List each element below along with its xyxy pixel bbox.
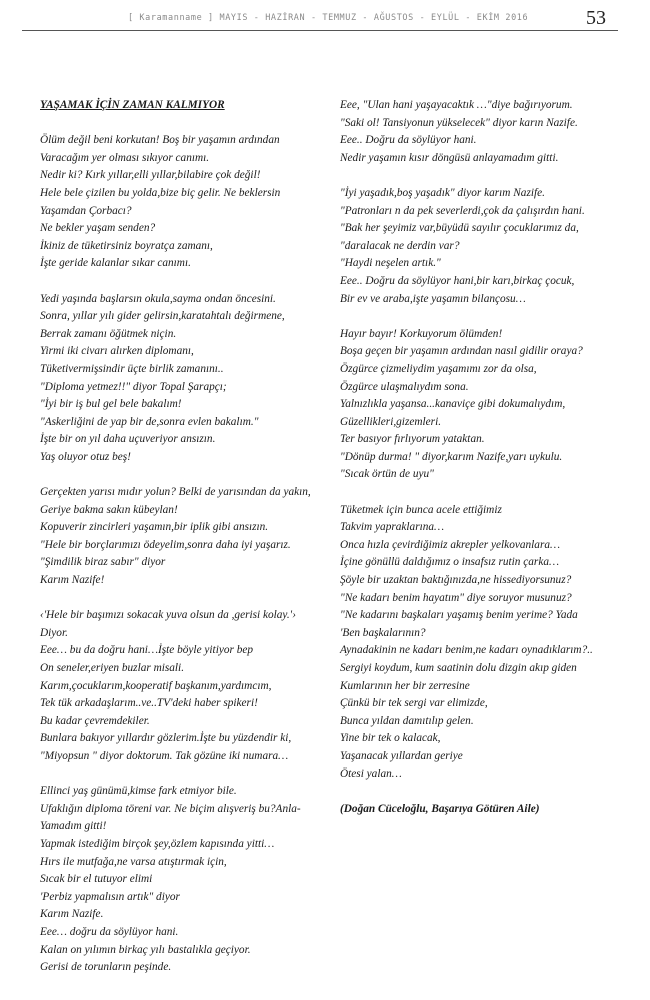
poem-line: Berrak zamanı öğütmek niçin. [40, 327, 177, 340]
poem-line: Geriye bakma sakın kübeylan! [40, 503, 178, 516]
poem-line: "Ne kadarını başkaları yaşamış benim yerime? Yada [340, 609, 578, 622]
poem-line: Güzellikleri,gizemleri. [340, 415, 442, 428]
poem-line: Ellinci yaş günümü,kimse fark etmiyor bile. [40, 785, 237, 798]
poem-line: Yamadım gitti! [40, 820, 107, 833]
poem-line: Eee… bu da doğru hani…İşte böyle yitiyor bep [40, 644, 254, 657]
poem-line: "Dönüp durma! " diyor,karım Nazife,yarı uykulu. [340, 450, 563, 463]
poem-line: "Askerliğini de yap bir de,sonra evlen bakalım." [40, 415, 259, 428]
poem-line: Gerisi de torunların peşinde. [40, 961, 172, 974]
poem-line: Yaşanacak yıllardan geriye [340, 749, 463, 762]
poem-line: Eee.. Doğru da söylüyor hani,bir karı,birkaç çocuk, [340, 274, 575, 287]
poem-line: "Patronları n da pek severlerdi,çok da çalışırdın hani. [340, 204, 585, 217]
stanza-break [40, 766, 320, 784]
poem-line: "Diploma yetmez!!" diyor Topal Şarapçı; [40, 380, 227, 393]
poem-line: Özgürce ulaşmalıydım sona. [340, 380, 469, 393]
right-column [340, 97, 630, 818]
poem-line: ‹'Hele bir başımızı sokacak yuva olsun da ,gerisi kolay.'› [40, 609, 296, 622]
poem-line: Şöyle bir uzaktan baktığınızda,ne hissediyorsunuz? [340, 574, 572, 587]
poem-line: Eee… doğru da söylüyor hani. [40, 925, 179, 938]
poem-line: Diyor. [40, 626, 68, 639]
poem-line: "İyi bir iş bul gel bele bakalım! [40, 398, 182, 411]
poem-line: 'Ben başkalarının? [340, 626, 426, 639]
poem-line: "daralacak ne derdin var? [340, 239, 460, 252]
running-header [0, 0, 650, 30]
poem-line: Yaşamdan Çorbacı? [40, 204, 132, 217]
poem-line: Takvim yapraklarına… [340, 521, 445, 534]
poem-line: Bir ev ve araba,işte yaşamın bilançosu… [340, 292, 526, 305]
poem-line: Aynadakinin ne kadarı benim,ne kadarı oynadıklarım?.. [340, 644, 593, 657]
poem-line: On seneler,eriyen buzlar misali. [40, 662, 185, 674]
poem-line: "Miyopsun " diyor doktorum. Tak gözüne iki numara… [40, 749, 289, 762]
poem-line: Yedi yaşında başlarsın okula,sayma ondan öncesini. [40, 292, 276, 305]
stanza-break [340, 484, 630, 502]
poem-line: Sonra, yıllar yılı gider gelirsin,karatahtalı değirmene, [40, 310, 285, 323]
poem-line: Yine bir tek o kalacak, [340, 732, 441, 745]
poem-line: Kumlarının her bir zerresine [340, 679, 470, 692]
poem-line: "Bak her şeyimiz var,büyüdü sayılır çocuklarımız da, [340, 222, 579, 235]
poem-line: Gerçekten yarısı mıdır yolun? Belki de yarısından da yakın, [40, 486, 311, 499]
poem-line: Karım Nazife! [40, 574, 105, 587]
poem-line: Onca hızla çevirdiğimiz akrepler yelkovanlara… [340, 538, 561, 551]
poem-line: Yaş oluyor otuz beş! [40, 450, 131, 463]
poem-line: "İyi yaşadık,boş yaşadık" diyor karım Nazife. [340, 186, 545, 199]
stanza-break [40, 466, 320, 484]
poem-line: Kopuverir zincirleri yaşamın,bir iplik gibi ansızın. [40, 521, 269, 534]
poem-line: Tüketmek için bunca acele ettiğimiz [340, 503, 502, 516]
poem-line: Bunlara bakıyor yıllardır gözlerim.İşte bu yüzdendir ki, [40, 732, 292, 745]
poem-line: Özgürce çizmeliydim yaşamımı zor da olsa, [340, 362, 537, 375]
page-number: 53 [586, 7, 606, 29]
poem-line: Yirmi iki civarı alırken diplomanı, [40, 345, 194, 358]
poem-line: İçine gönüllü daldığımız o insafsız rutin çarka… [340, 556, 560, 569]
poem-line: Eee, "Ulan hani yaşayacaktık …"diye bağırıyorum. [340, 99, 573, 111]
poem-line: Sıcak bir el tutuyor elimi [40, 873, 153, 886]
poem-line: İşte geride kalanlar sıkar canımı. [40, 257, 191, 270]
poem-line: Yalnızlıkla yaşansa...kanaviçe gibi dokumalıydım, [340, 398, 566, 411]
poem-title: YAŞAMAK İÇİN ZAMAN KALMIYOR [40, 99, 225, 111]
poem-line: Karım Nazife. [40, 908, 104, 921]
poem-line: Hırs ile mutfağa,ne varsa atıştırmak için, [40, 855, 227, 868]
poem-line: "Haydi neşelen artık." [340, 257, 441, 270]
poem-line: "Hele bir borçlarımızı ödeyelim,sonra daha iyi yaşarız. [40, 538, 291, 551]
poem-line: Hayır bayır! Korkuyorum ölümden! [340, 327, 503, 340]
poem-line: Bunca yıldan damıtılıp gelen. [340, 714, 474, 727]
poem-line: Ne bekler yaşam senden? [40, 222, 156, 235]
poem-line: Ölüm değil beni korkutan! Boş bir yaşamın ardından [40, 134, 280, 147]
stanza-break [40, 273, 320, 291]
poem-line: Sergiyi koydum, kum saatinin dolu dizgin akıp giden [340, 662, 577, 674]
poem-line: Karım,çocuklarım,kooperatif başkanım,yardımcım, [40, 679, 272, 692]
left-column [40, 97, 320, 977]
poem-line: Çünkü bir tek sergi var elimizde, [340, 697, 488, 710]
poem-line: "Saki ol! Tansiyonun yükselecek" diyor karın Nazife. [340, 116, 578, 129]
running-head-text: [ Karamanname ] MAYIS - HAZİRAN - TEMMUZ - AĞUSTOS - EYLÜL - EKİM 2016 [128, 13, 529, 23]
stanza-break [340, 308, 630, 326]
poem-line: "Sıcak örtün de uyu" [340, 468, 434, 481]
stanza-break [340, 167, 630, 185]
poem-line: Ufaklığın diploma töreni var. Ne biçim alışveriş bu?Anla- [40, 802, 301, 815]
poem-line: Nedir yaşamın kısır döngüsü anlayamadım gitti. [340, 151, 559, 164]
poem-line: "Ne kadarı benim hayatım" diye soruyor musunuz? [340, 591, 572, 604]
poem-line: Hele bele çizilen bu yolda,bize biç gelir. Ne beklersin [40, 186, 281, 199]
poem-line: Eee.. Doğru da söylüyor hani. [340, 134, 477, 147]
poem-line: Ter basıyor fırlıyorum yataktan. [340, 433, 485, 446]
poem-line: "Şimdilik biraz sabır" diyor [40, 556, 166, 569]
poem-line: Bu kadar çevremdekiler. [40, 714, 150, 727]
poem-line: Ötesi yalan… [340, 767, 402, 780]
poem-line: Kalan on yılımın birkaç yılı bastalıkla geçiyor. [40, 943, 251, 956]
poem-line: İşte bir on yıl daha uçuveriyor ansızın. [40, 433, 216, 446]
poem-line: Nedir ki? Kırk yıllar,elli yıllar,bilabire çok değil! [40, 169, 261, 182]
poem-line: Yapmak istediğim birçok şey,özlem kapısında yitti… [40, 837, 275, 850]
poem-line: Boşa geçen bir yaşamın ardından nasıl gidilir oraya? [340, 345, 583, 358]
poem-line: İkiniz de tüketirsiniz boyratça zamanı, [40, 239, 213, 252]
poem-line: Varacağım yer olması sıkıyor canımı. [40, 151, 210, 164]
stanza-break [340, 783, 630, 801]
header-rule [22, 30, 618, 31]
stanza-break [40, 590, 320, 608]
poem-attribution: (Doğan Cüceloğlu, Başarıya Götüren Aile) [340, 802, 540, 815]
stanza-break [40, 115, 320, 133]
poem-line: Tüketivermişsindir üçte birlik zamanını.. [40, 362, 224, 375]
poem-line: Tek tük arkadaşlarım..ve..TV'deki haber spikeri! [40, 697, 258, 710]
poem-line: 'Perbiz yapmalısın artık" diyor [40, 890, 180, 903]
